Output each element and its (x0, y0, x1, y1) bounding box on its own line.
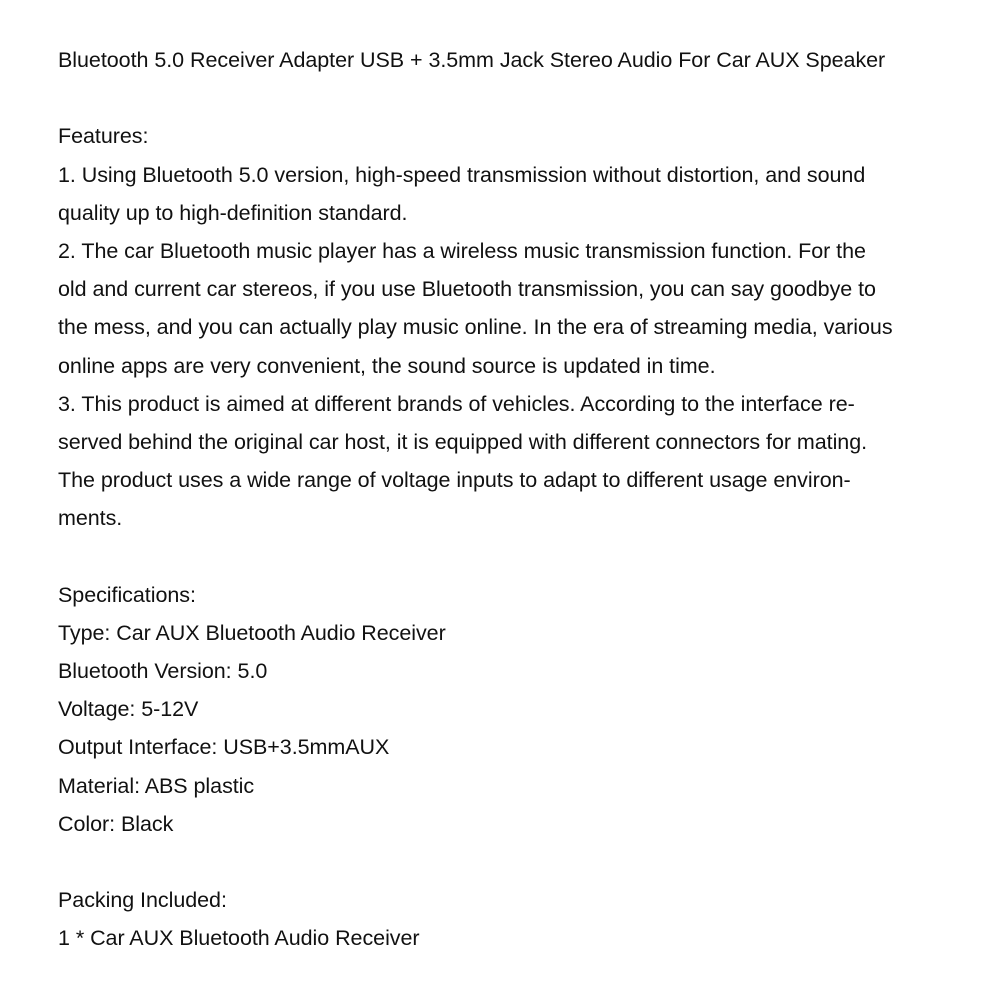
features-line: The product uses a wide range of voltage inputs to adapt to different usage environ- (58, 468, 851, 493)
features-line: 2. The car Bluetooth music player has a wireless music transmission function. For the (58, 238, 866, 263)
features-line: 1. Using Bluetooth 5.0 version, high-speed transmission without distortion, and sound (58, 162, 866, 187)
spec-item-bluetooth-version: Bluetooth Version: 5.0 (58, 659, 268, 683)
features-line: ments. (58, 506, 123, 531)
spec-item-color: Color: Black (58, 811, 174, 836)
spacer (58, 537, 958, 575)
spec-item-material: Material: ABS plastic (58, 773, 255, 798)
features-line: quality up to high-definition standard. (58, 200, 408, 225)
packing-heading: Packing Included: (58, 888, 227, 913)
spec-item-voltage: Voltage: 5-12V (58, 697, 199, 722)
packing-item: 1 * Car AUX Bluetooth Audio Receiver (58, 926, 420, 951)
spec-item-type: Type: Car AUX Bluetooth Audio Receiver (58, 620, 446, 645)
spacer (58, 79, 958, 117)
features-section (58, 117, 958, 537)
features-line: the mess, and you can actually play music online. In the era of streaming media, various (58, 315, 893, 340)
features-line: old and current car stereos, if you use Bluetooth transmission, you can say goodbye to (58, 277, 876, 302)
specifications-section (58, 576, 958, 843)
spec-item-output-interface: Output Interface: USB+3.5mmAUX (58, 735, 390, 760)
features-line: online apps are very convenient, the sound source is updated in time. (58, 353, 716, 378)
specifications-heading: Specifications: (58, 582, 196, 607)
product-description (58, 41, 958, 958)
product-title: Bluetooth 5.0 Receiver Adapter USB + 3.5mm Jack Stereo Audio For Car AUX Speaker (58, 48, 886, 72)
features-line: 3. This product is aimed at different brands of vehicles. According to the interface re- (58, 391, 855, 416)
packing-section (58, 881, 958, 957)
features-heading: Features: (58, 124, 149, 149)
features-line: served behind the original car host, it is equipped with different connectors for mating. (58, 429, 868, 454)
spacer (58, 843, 958, 881)
